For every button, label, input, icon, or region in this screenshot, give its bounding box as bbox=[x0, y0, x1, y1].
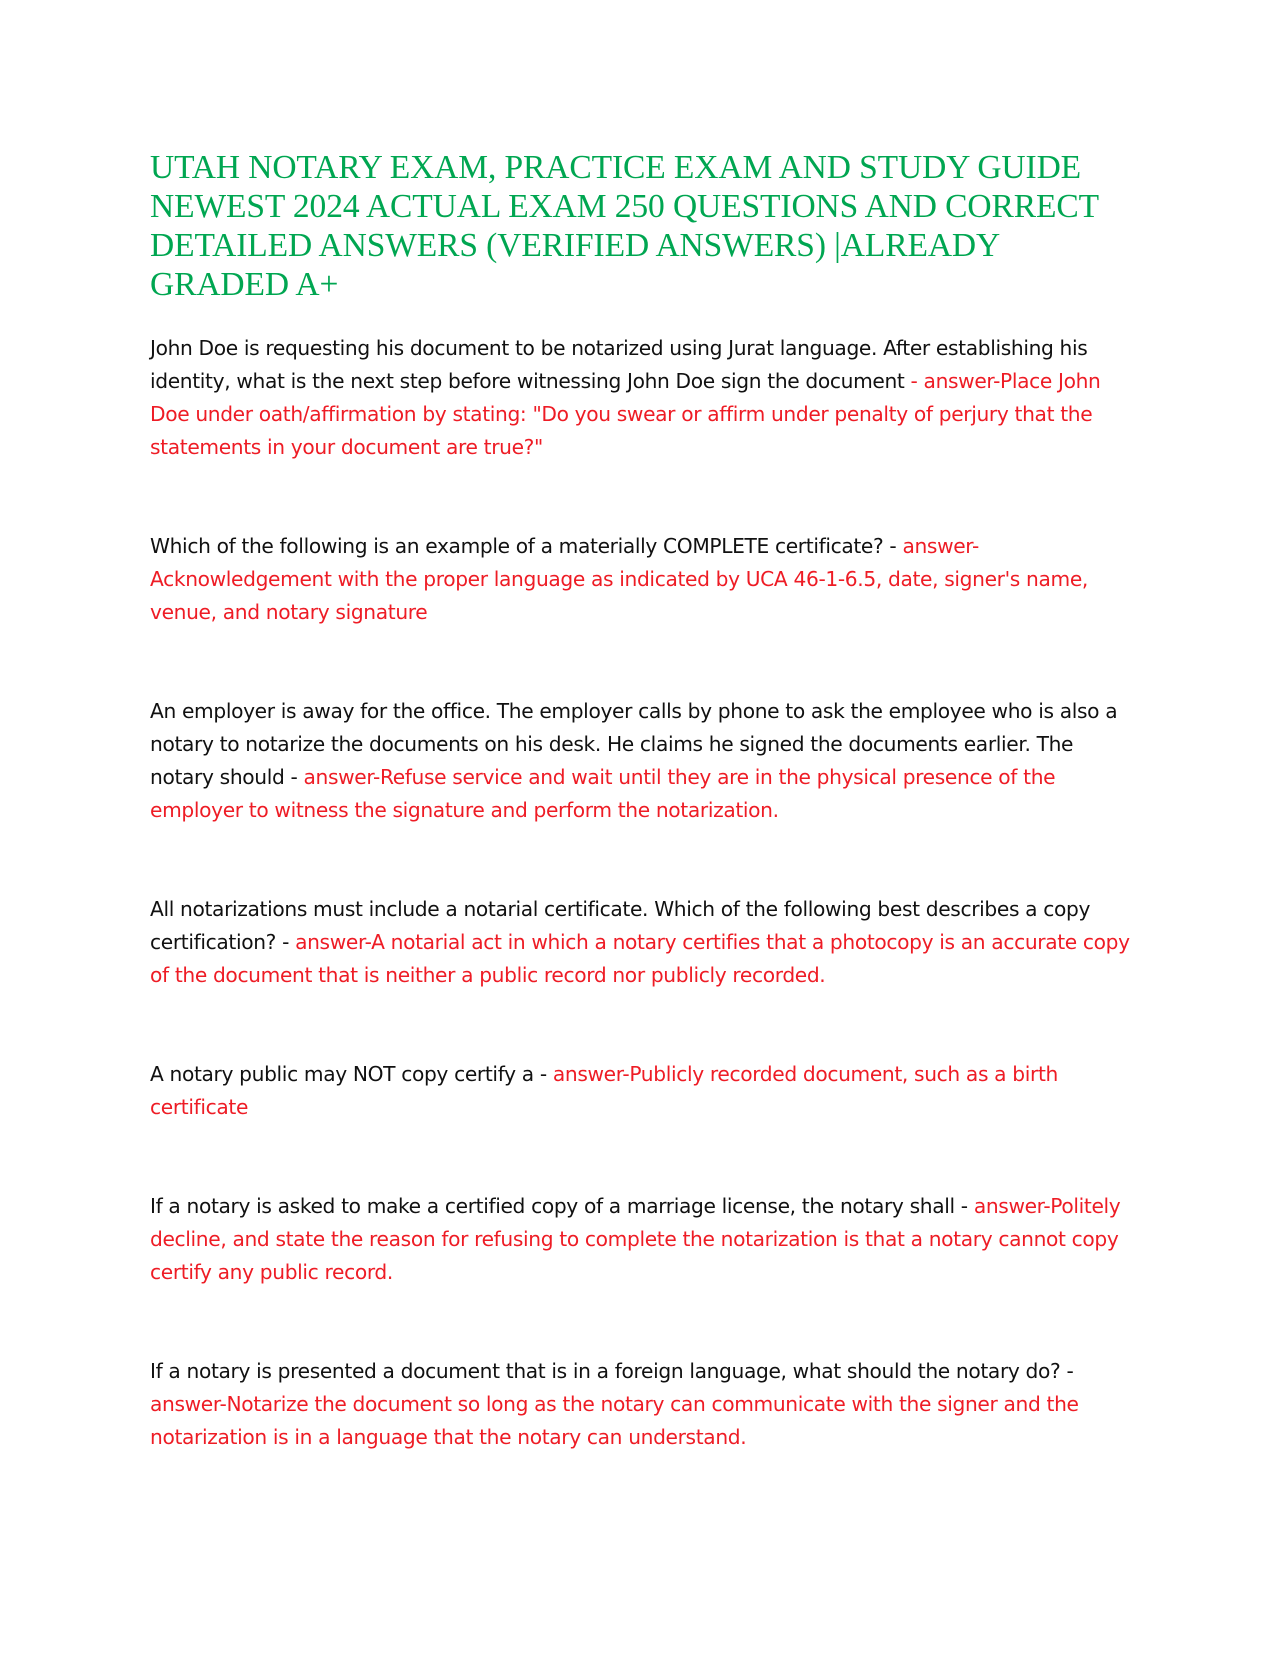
qa-item-6 bbox=[150, 1190, 1130, 1289]
answer-text: answer-Notarize the document so long as the notary can communicate with the signer and the notarization is in a language that the notary can understand. bbox=[150, 1392, 1079, 1449]
question-text: An employer is away for the office. The employer calls by phone to ask the employee who is also a notary to notarize the documents on his desk. He claims he signed the documents earlier. The notary should - bbox=[150, 699, 1118, 789]
qa-item-5 bbox=[150, 1058, 1130, 1124]
document-content bbox=[150, 148, 1130, 1454]
question-text: A notary public may NOT copy certify a - bbox=[150, 1062, 553, 1086]
question-text: If a notary is asked to make a certified copy of a marriage license, the notary shall - bbox=[150, 1194, 974, 1218]
answer-text: answer-Publicly recorded document, such as a birth certificate bbox=[150, 1062, 1058, 1119]
question-text: Which of the following is an example of a materially COMPLETE certificate? - bbox=[150, 534, 903, 558]
qa-item-4 bbox=[150, 893, 1130, 992]
answer-text: answer-Refuse service and wait until they are in the physical presence of the employer to witness the signature and perform the notarization. bbox=[150, 765, 1056, 822]
answer-text: answer-A notarial act in which a notary certifies that a photocopy is an accurate copy of the document that is neither a public record nor publicly recorded. bbox=[150, 930, 1130, 987]
question-text: All notarizations must include a notarial certificate. Which of the following best describes a copy certification? - bbox=[150, 897, 1091, 954]
qa-item-1 bbox=[150, 332, 1130, 464]
answer-text: - answer-Place John Doe under oath/affirmation by stating: "Do you swear or affirm under penalty of perjury that the statements in your document are true?" bbox=[150, 369, 1101, 459]
qa-item-2 bbox=[150, 530, 1130, 629]
answer-text: answer-Acknowledgement with the proper language as indicated by UCA 46-1-6.5, date, signer's name, venue, and notary signature bbox=[150, 534, 1088, 624]
qa-item-3 bbox=[150, 695, 1130, 827]
qa-item-7 bbox=[150, 1355, 1130, 1454]
answer-text: answer-Politely decline, and state the reason for refusing to complete the notarization is that a notary cannot copy certify any public record. bbox=[150, 1194, 1121, 1284]
document-title: UTAH NOTARY EXAM, PRACTICE EXAM AND STUDY GUIDE NEWEST 2024 ACTUAL EXAM 250 QUESTIONS AND CORRECT DETAILED ANSWERS (VERIFIED ANSWERS) |ALREADY GRADED A+ bbox=[150, 149, 1099, 303]
question-text: John Doe is requesting his document to be notarized using Jurat language. After establishing his identity, what is the next step before witnessing John Doe sign the document bbox=[150, 336, 1088, 393]
question-text: If a notary is presented a document that is in a foreign language, what should the notary do? - bbox=[150, 1359, 1074, 1383]
